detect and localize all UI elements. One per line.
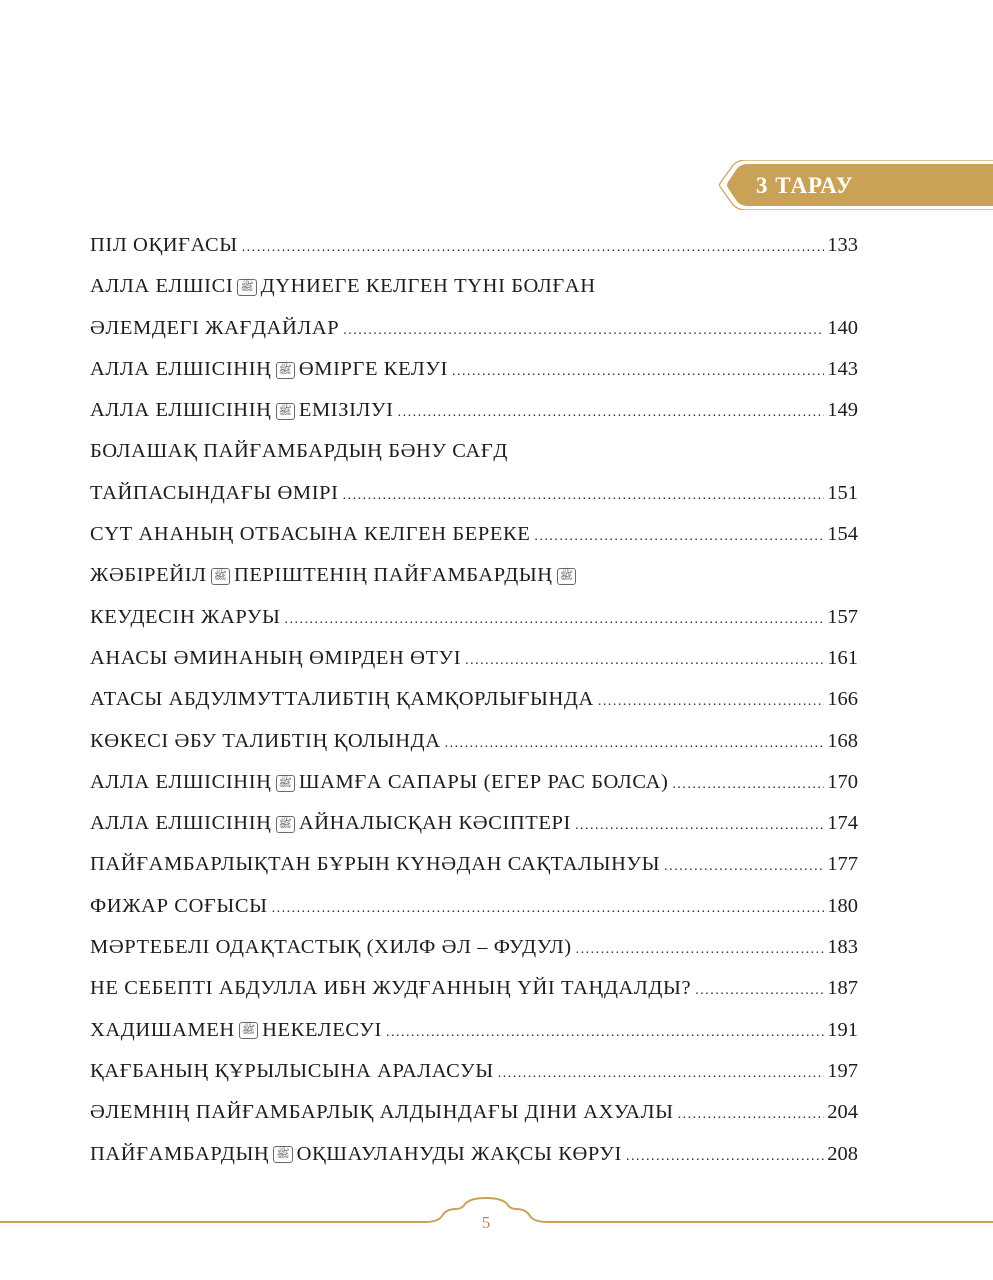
toc-entry-title [90,555,580,596]
toc-entry-text: ТАЙПАСЫНДАҒЫ ӨМІРІ [90,481,339,504]
toc-entry [90,308,858,349]
toc-leader-dots [343,310,824,351]
toc-entry [90,886,858,927]
toc-leader-dots [386,1012,824,1053]
chapter-title: 3 ТАРАУ [756,173,854,198]
toc-leader-dots [452,351,824,392]
toc-page-number[interactable]: 180 [827,894,858,917]
toc-page-number[interactable]: 143 [827,357,858,380]
toc-entry [90,1092,858,1133]
toc-entry-text: ЖӘБІРЕЙІЛ [90,564,207,587]
toc-entry [90,473,858,514]
toc-entry [90,1010,858,1051]
toc-entry [90,762,858,803]
toc-entry-text: АТАСЫ АБДУЛМУТТАЛИБТІҢ ҚАМҚОРЛЫҒЫНДА [90,688,594,711]
toc-entry-title [90,721,441,762]
toc-entry [90,555,858,596]
toc-entry [90,514,858,555]
toc-entry [90,1051,858,1092]
toc-page-number[interactable]: 140 [827,316,858,339]
salawat-emblem-icon: ﷺ [276,816,295,833]
toc-entry-title [90,1134,622,1175]
toc-leader-dots [678,1094,825,1135]
toc-entry-text: ДҮНИЕГЕ КЕЛГЕН ТҮНІ БОЛҒАН [260,275,596,298]
toc-page-number[interactable]: 161 [827,646,858,669]
page-footer [0,1195,993,1245]
toc-entry [90,638,858,679]
toc-page-number[interactable]: 157 [827,605,858,628]
toc-entry-text: АНАСЫ ӘМИНАНЫҢ ӨМІРДЕН ӨТУІ [90,646,462,669]
toc-page-number[interactable]: 208 [827,1142,858,1165]
toc-entry-title [90,679,594,720]
salawat-emblem-icon: ﷺ [239,1022,258,1039]
toc-entry-text: ӘЛЕМНІҢ ПАЙҒАМБАРЛЫҚ АЛДЫНДАҒЫ ДІНИ АХУАЛЫ [90,1101,674,1124]
table-of-contents [90,225,858,1175]
toc-leader-dots [465,640,824,681]
toc-entry-text: ҚАҒБАНЫҢ ҚҰРЫЛЫСЫНА АРАЛАСУЫ [90,1059,494,1082]
toc-entry [90,721,858,762]
salawat-emblem-icon: ﷺ [237,279,256,296]
salawat-emblem-icon: ﷺ [276,775,295,792]
toc-leader-dots [575,805,824,846]
toc-entry-text: ПАЙҒАМБАРЛЫҚТАН БҰРЫН КҮНӘДАН САҚТАЛЫНУЫ [90,853,661,876]
toc-entry [90,803,858,844]
toc-entry-title [90,308,339,349]
toc-entry [90,390,858,431]
toc-entry-text: ӨМІРГЕ КЕЛУІ [298,357,448,380]
toc-entry-title [90,597,280,638]
toc-entry-text: ПЕРІШТЕНІҢ ПАЙҒАМБАРДЫҢ [233,564,553,587]
toc-entry-title [90,803,571,844]
toc-leader-dots [284,599,824,640]
toc-entry [90,844,858,885]
toc-leader-dots [242,227,825,268]
toc-entry-text: МӘРТЕБЕЛІ ОДАҚТАСТЫҚ (ХИЛФ ӘЛ – ФУДУЛ) [90,936,572,959]
toc-entry-text: ПІЛ ОҚИҒАСЫ [90,234,238,256]
toc-entry-text: АЛЛА ЕЛШІСІНІҢ [90,357,272,380]
toc-page-number[interactable]: 183 [827,936,858,959]
toc-entry-text: АЙНАЛЫСҚАН КӘСІПТЕРІ [298,812,571,835]
toc-page-number[interactable]: 133 [827,234,858,256]
toc-entry [90,1134,858,1175]
toc-entry-title [90,349,448,390]
toc-entry [90,266,858,307]
toc-leader-dots [498,1053,825,1094]
toc-entry-title [90,886,268,927]
toc-entry-title [90,968,691,1009]
toc-entry-text: ЕМІЗІЛУІ [298,399,394,422]
toc-entry-text: ОҚШАУЛАНУДЫ ЖАҚСЫ КӨРУІ [296,1142,622,1165]
toc-leader-dots [272,888,825,929]
toc-entry-text: АЛЛА ЕЛШІСІНІҢ [90,399,272,422]
toc-entry-text: ФИЖАР СОҒЫСЫ [90,894,268,917]
toc-entry [90,349,858,390]
toc-page-number[interactable]: 177 [827,853,858,876]
toc-page-number[interactable]: 166 [827,688,858,711]
toc-entry-title [90,762,668,803]
toc-page-number[interactable]: 170 [827,770,858,793]
toc-leader-dots [398,392,825,433]
toc-entry-title [90,1010,382,1051]
toc-entry-title [90,431,508,472]
toc-page-number[interactable]: 174 [827,812,858,835]
toc-entry [90,679,858,720]
toc-entry-text: ШАМҒА САПАРЫ (ЕГЕР РАС БОЛСА) [298,770,669,793]
toc-entry [90,431,858,472]
salawat-emblem-icon: ﷺ [276,362,295,379]
toc-page-number[interactable]: 168 [827,729,858,752]
chapter-tab [718,160,993,210]
toc-entry-title [90,927,572,968]
toc-entry-title [90,390,394,431]
toc-leader-dots [343,475,825,516]
toc-entry-text: ӘЛЕМДЕГІ ЖАҒДАЙЛАР [90,316,340,339]
page-number: 5 [481,1213,491,1232]
toc-entry-text: НЕКЕЛЕСУІ [262,1018,382,1041]
toc-entry [90,968,858,1009]
toc-page-number[interactable]: 197 [827,1059,858,1082]
salawat-emblem-icon: ﷺ [211,568,230,585]
toc-entry [90,225,858,266]
toc-entry-text: СҮТ АНАНЫҢ ОТБАСЫНА КЕЛГЕН БЕРЕКЕ [90,523,531,546]
toc-entry [90,597,858,638]
toc-entry-text: ПАЙҒАМБАРДЫҢ [90,1142,270,1165]
toc-entry-text: КЕУДЕСІН ЖАРУЫ [90,605,281,628]
toc-page-number[interactable]: 149 [827,399,858,422]
toc-page-number[interactable]: 191 [827,1018,858,1041]
toc-entry-text: АЛЛА ЕЛШІСІНІҢ [90,770,272,793]
toc-leader-dots [534,516,824,557]
toc-entry-title [90,225,238,266]
toc-page-number[interactable]: 151 [827,481,858,504]
toc-entry-text: АЛЛА ЕЛШІСІ [90,275,234,298]
toc-entry-title [90,266,596,307]
toc-leader-dots [576,929,825,970]
toc-page-number[interactable]: 154 [827,523,858,546]
salawat-emblem-icon: ﷺ [557,568,576,585]
toc-leader-dots [695,970,824,1011]
toc-leader-dots [598,681,824,722]
toc-entry [90,927,858,968]
toc-entry-text: ХАДИШАМЕН [90,1018,235,1041]
toc-entry-title [90,1051,494,1092]
toc-entry-title [90,514,530,555]
toc-entry-title [90,1092,674,1133]
toc-entry-title [90,638,461,679]
toc-page-number[interactable]: 204 [827,1101,858,1124]
toc-leader-dots [672,764,824,805]
toc-entry-text: НЕ СЕБЕПТІ АБДУЛЛА ИБН ЖУДҒАННЫҢ ҮЙІ ТАҢДАЛДЫ? [90,977,692,1000]
salawat-emblem-icon: ﷺ [273,1146,292,1163]
toc-page-number[interactable]: 187 [827,977,858,1000]
toc-entry-text: БОЛАШАҚ ПАЙҒАМБАРДЫҢ БӘНУ САҒД [90,440,508,463]
toc-entry-text: АЛЛА ЕЛШІСІНІҢ [90,812,272,835]
toc-leader-dots [445,723,825,764]
salawat-emblem-icon: ﷺ [276,403,295,420]
toc-entry-text: КӨКЕСІ ӘБУ ТАЛИБТІҢ ҚОЛЫНДА [90,729,441,752]
toc-entry-title [90,844,660,885]
toc-entry-title [90,473,339,514]
toc-leader-dots [664,846,824,887]
toc-leader-dots [626,1136,824,1177]
